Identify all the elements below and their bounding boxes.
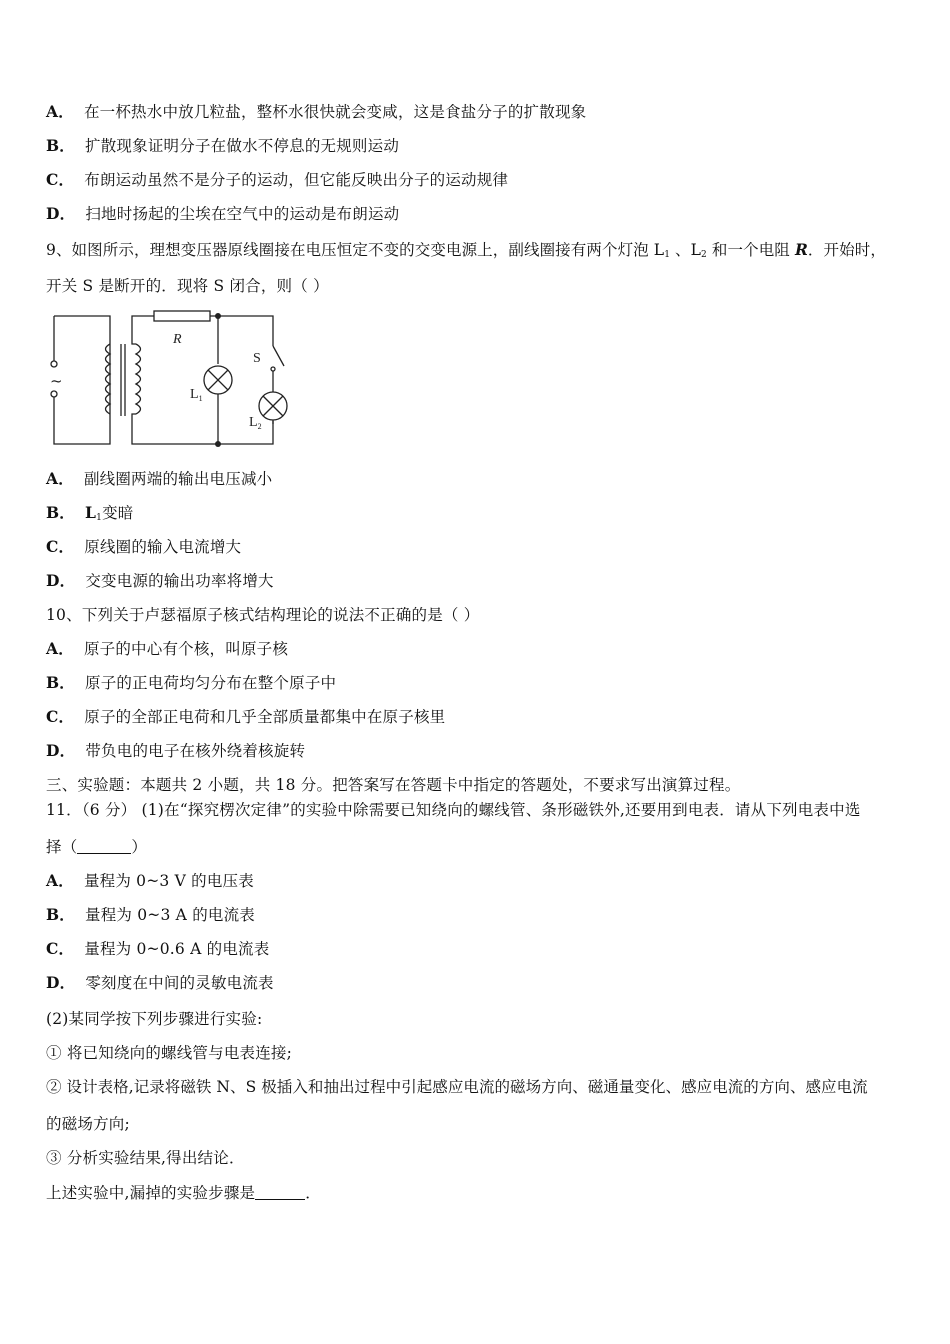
label-r: R: [173, 332, 182, 347]
q9-option-b: B． $L_1$变暗: [46, 503, 134, 523]
q9-option-d: D． 交变电源的输出功率将增大: [46, 571, 274, 590]
q11-step3: ③ 分析实验结果,得出结论．: [46, 1149, 245, 1167]
secondary-wire-top-right: [210, 316, 273, 340]
q11-final-question: 上述实验中,漏掉的实验步骤是 ．: [46, 1184, 321, 1202]
label-s: S: [253, 351, 261, 366]
q11-option-a: A． 量程为 0~3 V 的电压表: [46, 871, 254, 890]
q11-option-d: D． 零刻度在中间的灵敏电流表: [46, 973, 274, 992]
switch-blade: [273, 346, 284, 366]
label-l1: $L_1$: [190, 387, 203, 403]
final-answer-blank[interactable]: [255, 1185, 305, 1200]
primary-coil: [106, 344, 111, 414]
q11-part2-heading: (2)某同学按下列步骤进行实验:: [46, 1010, 263, 1028]
q10-option-d: D． 带负电的电子在核外绕着核旋转: [46, 741, 306, 760]
q8-option-d: D． 扫地时扬起的尘埃在空气中的运动是布朗运动: [46, 204, 400, 223]
section-3-heading: 三、实验题：本题共 2 小题，共 18 分。把答案写在答题卡中指定的答题处，不要求写出演算过程。: [46, 776, 741, 794]
q9-option-a: A． 副线圈两端的输出电压减小: [46, 469, 273, 488]
junction-top: [215, 313, 221, 319]
switch-contact: [271, 367, 275, 371]
q11-step1: ① 将已知绕向的螺线管与电表连接;: [46, 1044, 293, 1062]
q9-stem-line1: 9、如图所示，理想变压器原线圈接在电压恒定不变的交变电源上，副线圈接有两个灯泡 $L_1$ 、$L_2$ 和一个电阻 R．开始时，: [46, 240, 886, 260]
q11-step2-line2: 的磁场方向;: [46, 1115, 130, 1133]
q11-stem-line2: 择（ ）: [46, 838, 148, 856]
q10-option-c: C． 原子的全部正电荷和几乎全部质量都集中在原子核里: [46, 707, 446, 726]
q9-option-c: C． 原线圈的输入电流增大: [46, 537, 242, 556]
transformer-circuit-figure: [44, 306, 306, 450]
q8-option-b: B． 扩散现象证明分子在做水不停息的无规则运动: [46, 136, 400, 155]
label-l2: $L_2$: [249, 415, 262, 431]
secondary-coil: [136, 344, 141, 414]
q9-stem-line2: 开关 S 是断开的．现将 S 闭合，则（ ）: [46, 277, 329, 295]
junction-bottom: [215, 441, 221, 447]
secondary-wire-top-left: [132, 316, 154, 344]
q11-option-b: B． 量程为 0~3 A 的电流表: [46, 905, 256, 924]
q10-option-b: B． 原子的正电荷均匀分布在整个原子中: [46, 673, 337, 692]
ac-symbol: ~: [50, 372, 63, 390]
q11-option-c: C． 量程为 0~0.6 A 的电流表: [46, 939, 270, 958]
q10-option-a: A． 原子的中心有个核，叫原子核: [46, 639, 289, 658]
q11-stem-line1: 11．（6 分） (1)在“探究楞次定律”的实验中除需要已知绕向的螺线管、条形磁铁外,还要用到电表．请从下列电表中选: [46, 801, 861, 819]
ac-terminal-bottom: [51, 391, 57, 397]
ac-terminal-top: [51, 361, 57, 367]
resistor: [154, 311, 210, 321]
answer-blank[interactable]: [77, 839, 131, 854]
q11-step2-line1: ② 设计表格,记录将磁铁 N、S 极插入和抽出过程中引起感应电流的磁场方向、磁通量变化、感应电流的方向、感应电流: [46, 1078, 868, 1096]
q10-stem: 10、下列关于卢瑟福原子核式结构理论的说法不正确的是（ ）: [46, 606, 480, 624]
q8-option-a: A． 在一杯热水中放几粒盐，整杯水很快就会变咸，这是食盐分子的扩散现象: [46, 102, 587, 121]
q8-option-c: C． 布朗运动虽然不是分子的运动，但它能反映出分子的运动规律: [46, 170, 509, 189]
